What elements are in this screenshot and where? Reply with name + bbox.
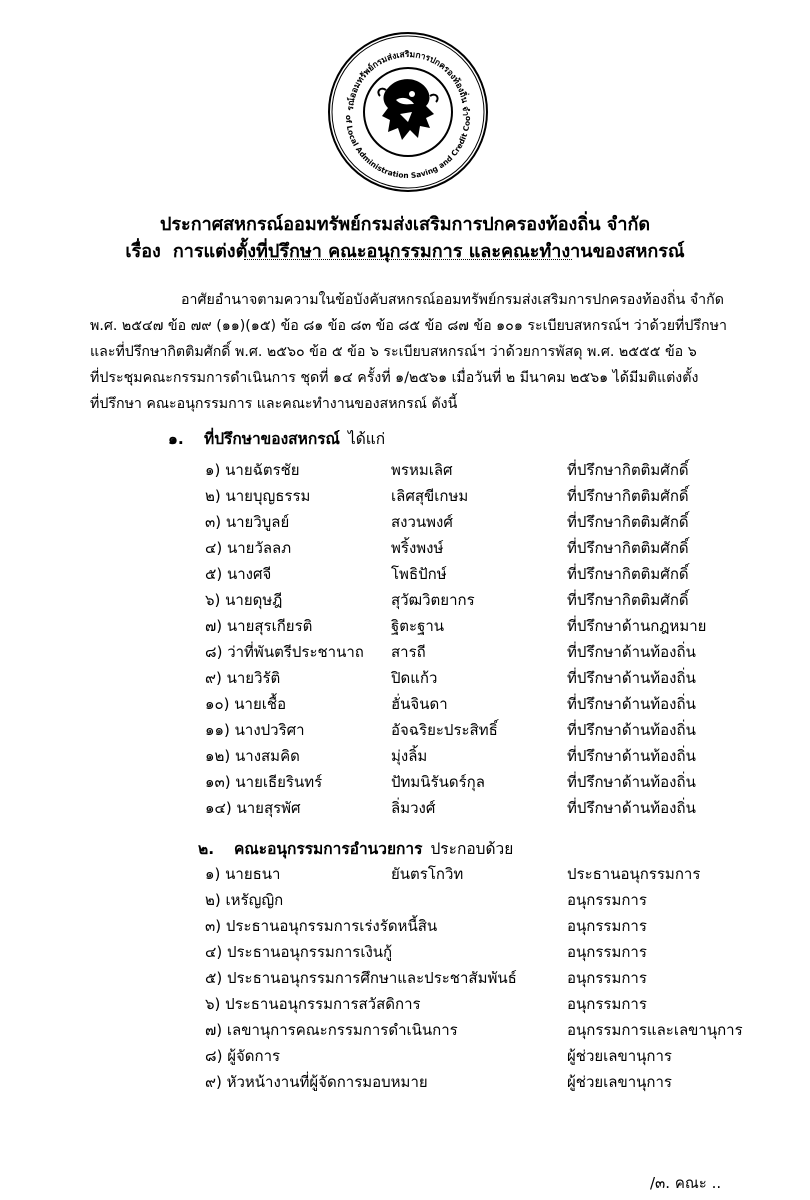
section-1-heading [168,426,385,451]
person-surname: สุวัฒวิตยากร [391,591,475,609]
section-title: ที่ปรึกษาของสหกรณ์ [204,430,340,448]
person-surname: พริ้งพงษ์ [391,539,444,557]
committee-row [0,1044,810,1068]
cooperative-seal-logo [326,30,491,195]
person-surname: มุ่งลิ้ม [391,747,428,765]
person-name: ๗) นายสุรเกียรติ [205,617,313,635]
person-role: ที่ปรึกษาด้านท้องถิ่น [567,799,696,817]
person-name: ๑๔) นายสุรพัศ [205,799,301,817]
advisor-row [0,484,810,508]
section-number: ๒. [198,840,215,858]
advisor-row [0,562,810,586]
person-name: ๒) นายบุญธรรม [205,487,311,505]
person-name: ๕) นางศจี [205,565,272,583]
person-surname: ลิ่มวงศ์ [391,799,436,817]
svg-text:สหกรณ์ออมทรัพย์กรมส่งเสริมการป: รณ์ออมทรัพย์กรมส่งเสริมการปกครองท้องถิ่น จำ [345,49,471,117]
person-role: ที่ปรึกษากิตติมศักดิ์ [567,539,689,557]
person-surname: พรหมเลิศ [391,461,453,479]
committee-row [0,862,810,886]
committee-row [0,1070,810,1094]
committee-row [0,940,810,964]
person-name: ๖) นายดุษฎี [205,591,283,609]
advisor-row [0,536,810,560]
person-name: ๑๑) นางปวริศา [205,721,305,739]
person-role: ที่ปรึกษาด้านท้องถิ่น [567,747,696,765]
person-surname: เลิศสุขีเกษม [391,487,469,505]
committee-row [0,966,810,990]
member-role: ผู้ช่วยเลขานุการ [567,1047,672,1065]
advisor-row [0,744,810,768]
advisor-row [0,666,810,690]
subject-text: การแต่งตั้งที่ปรึกษา คณะอนุกรรมการ และคณะทำงานของสหกรณ์ [172,241,685,262]
person-role: ที่ปรึกษาด้านกฎหมาย [567,617,707,635]
person-surname: ฮั่นจินดา [391,695,448,713]
svg-text:The Department of Local Admini: of Local Administration Saving and Credit Coo [343,114,473,181]
member-role: อนุกรรมการ [567,917,647,935]
person-role: ที่ปรึกษากิตติมศักดิ์ [567,591,689,609]
person-surname: โพธิปักษ์ [391,565,447,583]
announcement-title: ประกาศสหกรณ์ออมทรัพย์กรมส่งเสริมการปกครองท้องถิ่น จำกัด [159,214,651,235]
intro-line: ที่ประชุมคณะกรรมการดำเนินการ ชุดที่ ๑๔ ครั้งที่ ๑/๒๕๖๑ เมื่อวันที่ ๒ มีนาคม ๒๕๖๑ ได้มีมติแต่งตั้ง [90,370,699,386]
advisor-row [0,796,810,820]
member-name: ๒) เหรัญญิก [205,891,284,909]
section-2-heading [198,836,513,861]
person-role: ที่ปรึกษาด้านท้องถิ่น [567,669,696,687]
next-page-marker: /๓. คณะ .. [650,1174,722,1192]
advisor-row [0,692,810,716]
announcement-subject [0,236,810,265]
advisor-row [0,640,810,664]
person-name: ๑๓) นายเธียรินทร์ [205,773,323,791]
person-role: ที่ปรึกษาด้านท้องถิ่น [567,695,696,713]
member-surname: ยันตรโกวิท [391,865,464,883]
member-role: อนุกรรมการและเลขานุการ [567,1021,743,1039]
section-suffix: ประกอบด้วย [430,840,514,858]
person-role: ที่ปรึกษาด้านท้องถิ่น [567,643,696,661]
person-name: ๑) นายฉัตรชัย [205,461,300,479]
member-name: ๑) นายธนา [205,865,281,883]
person-role: ที่ปรึกษากิตติมศักดิ์ [567,461,689,479]
intro-line: ที่ปรึกษา คณะอนุกรรมการ และคณะทำงานของสหกรณ์ ดังนี้ [90,396,458,412]
member-role: อนุกรรมการ [567,969,647,987]
person-name: ๘) ว่าที่พันตรีประชานาถ [205,643,364,661]
committee-row [0,914,810,938]
person-name: ๑๒) นางสมคิด [205,747,300,765]
member-role: ประธานอนุกรรมการ [567,865,701,883]
advisor-row [0,718,810,742]
person-name: ๙) นายวิรัติ [205,669,281,687]
intro-line: พ.ศ. ๒๕๔๗ ข้อ ๗๙ (๑๑)(๑๕) ข้อ ๘๑ ข้อ ๘๓ ข้อ ๘๕ ข้อ ๘๗ ข้อ ๑๐๑ ระเบียบสหกรณ์ฯ ว่าด้วยที่ปรึกษา [90,318,727,334]
member-role: อนุกรรมการ [567,943,647,961]
member-name: ๗) เลขานุการคณะกรรมการดำเนินการ [205,1021,458,1039]
intro-line: และที่ปรึกษากิตติมศักดิ์ พ.ศ. ๒๕๖๐ ข้อ ๕ ข้อ ๖ ระเบียบสหกรณ์ฯ ว่าด้วยการพัสดุ พ.ศ. ๒๕๕๕ ข้อ ๖ [90,344,697,360]
member-role: อนุกรรมการ [567,891,647,909]
dotted-divider [244,259,572,260]
member-name: ๔) ประธานอนุกรรมการเงินกู้ [205,943,393,961]
person-surname: ปัทมนิรันดร์กุล [391,773,485,791]
person-surname: อัจฉริยะประสิทธิ์ [391,721,498,739]
member-name: ๕) ประธานอนุกรรมการศึกษาและประชาสัมพันธ์ [205,969,517,987]
committee-row [0,1018,810,1042]
person-surname: ฐิตะฐาน [391,617,445,635]
member-name: ๖) ประธานอนุกรรมการสวัสดิการ [205,995,421,1013]
committee-row [0,992,810,1016]
member-role: อนุกรรมการ [567,995,647,1013]
committee-row [0,888,810,912]
person-surname: สงวนพงศ์ [391,513,453,531]
person-name: ๔) นายวัลลภ [205,539,292,557]
subject-label: เรื่อง [125,241,161,262]
section-number: ๑. [168,430,184,448]
person-name: ๑๐) นายเชื้อ [205,695,287,713]
member-name: ๘) ผู้จัดการ [205,1047,281,1065]
section-suffix: ได้แก่ [347,430,386,448]
member-name: ๓) ประธานอนุกรรมการเร่งรัดหนี้สิน [205,917,438,935]
advisor-row [0,770,810,794]
member-name: ๙) หัวหน้างานที่ผู้จัดการมอบหมาย [205,1073,428,1091]
person-name: ๓) นายวิบูลย์ [205,513,290,531]
section-title: คณะอนุกรรมการอำนวยการ [234,840,423,858]
person-surname: สารถี [391,643,426,661]
person-role: ที่ปรึกษาด้านท้องถิ่น [567,721,696,739]
person-role: ที่ปรึกษาด้านท้องถิ่น [567,773,696,791]
person-role: ที่ปรึกษากิตติมศักดิ์ [567,487,689,505]
advisor-row [0,614,810,638]
advisor-row [0,510,810,534]
advisor-row [0,588,810,612]
person-role: ที่ปรึกษากิตติมศักดิ์ [567,513,689,531]
member-role: ผู้ช่วยเลขานุการ [567,1073,672,1091]
person-surname: ปิดแก้ว [391,669,438,687]
person-role: ที่ปรึกษากิตติมศักดิ์ [567,565,689,583]
intro-line: อาศัยอำนาจตามความในข้อบังคับสหกรณ์ออมทรัพย์กรมส่งเสริมการปกครองท้องถิ่น จำกัด [181,292,724,308]
advisor-row [0,458,810,482]
